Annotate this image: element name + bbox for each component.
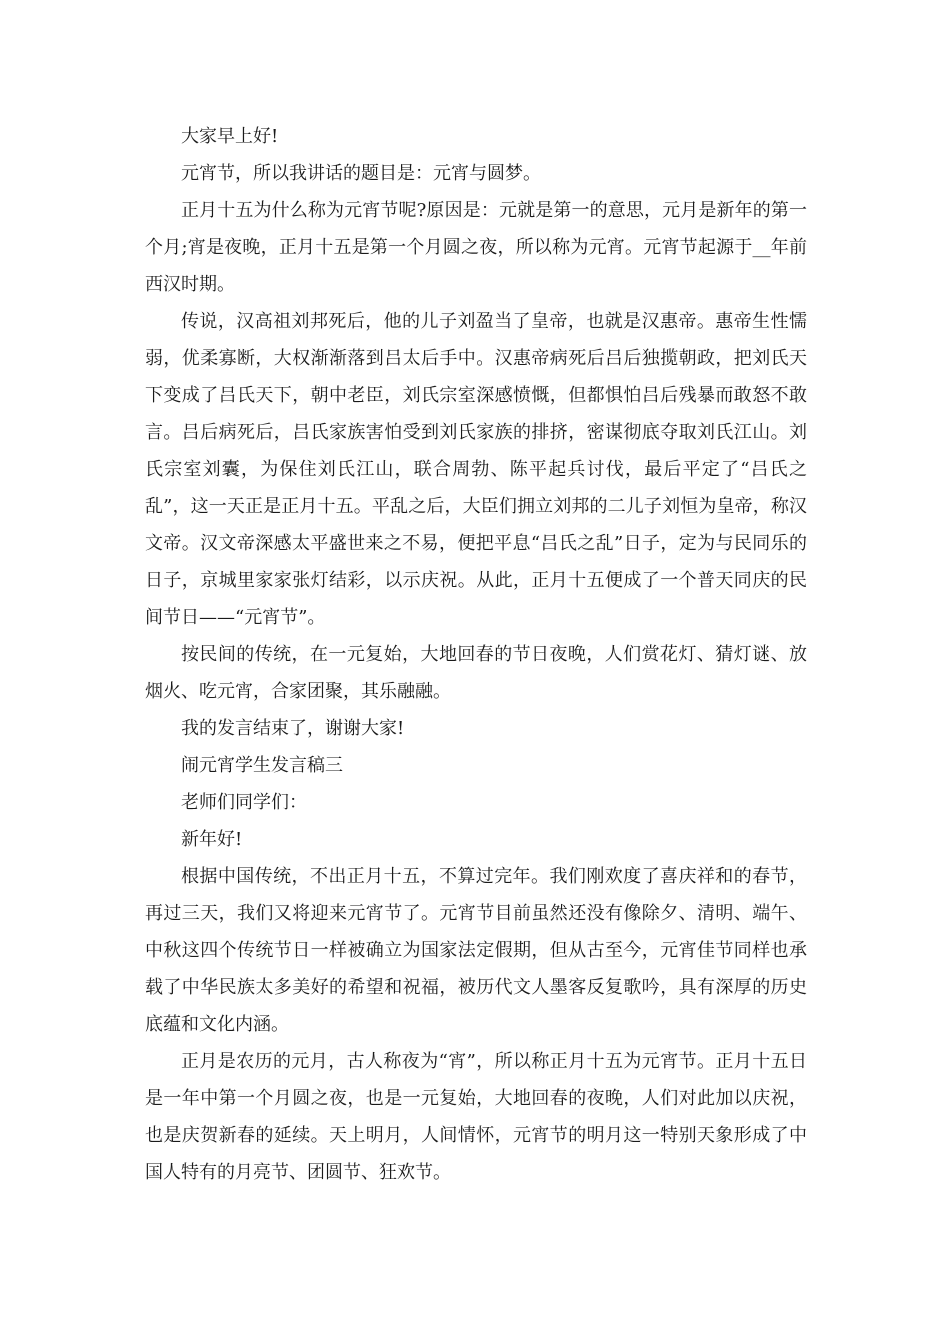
speech-topic: 元宵节，所以我讲话的题目是：元宵与圆梦。	[181, 163, 541, 184]
paragraph-tradition: 按民间的传统，在一元复始，大地回春的节日夜晚，人们赏花灯、猜灯谜、放烟火、吃元宵，合家团聚，其乐融融。	[145, 644, 807, 702]
document-page	[145, 118, 807, 1191]
paragraph-legend: 传说，汉高祖刘邦死后，他的儿子刘盈当了皇帝，也就是汉惠帝。惠帝生性懦弱，优柔寡断，大权渐渐落到吕太后手中。汉惠帝病死后吕后独揽朝政，把刘氏天下变成了吕氏天下，朝中老臣，刘氏宗室深感愤慨，但都惧怕吕后残暴而敢怒不敢言。吕后病死后，吕氏家族害怕受到刘氏家族的排挤，密谋彻底夺取刘氏江山。刘氏宗室刘囊，为保住刘氏江山，联合周勃、陈平起兵讨伐，最后平定了“吕氏之乱”，这一天正是正月十五。平乱之后，大臣们拥立刘邦的二儿子刘恒为皇帝，称汉文帝。汉文帝深感太平盛世来之不易，便把平息“吕氏之乱”日子，定为与民同乐的日子，京城里家家张灯结彩，以示庆祝。从此，正月十五便成了一个普天同庆的民间节日——“元宵节”。	[145, 311, 807, 628]
closing-line: 我的发言结束了，谢谢大家!	[181, 718, 405, 739]
greeting: 大家早上好!	[181, 126, 279, 147]
salutation: 老师们同学们：	[181, 792, 307, 813]
new-year-greeting: 新年好!	[181, 829, 243, 850]
paragraph-custom: 根据中国传统，不出正月十五，不算过完年。我们刚欢度了喜庆祥和的春节，再过三天，我们又将迎来元宵节了。元宵节目前虽然还没有像除夕、清明、端午、中秋这四个传统节日一样被确立为国家法定假期，但从古至今，元宵佳节同样也承载了中华民族太多美好的希望和祝福，被历代文人墨客反复歌吟，具有深厚的历史底蕴和文化内涵。	[145, 866, 807, 1035]
section-title: 闹元宵学生发言稿三	[181, 755, 343, 776]
paragraph-origin: 正月十五为什么称为元宵节呢?原因是：元就是第一的意思，元月是新年的第一个月;宵是夜晚，正月十五是第一个月圆之夜，所以称为元宵。元宵节起源于__年前西汉时期。	[145, 200, 807, 295]
paragraph-meaning: 正月是农历的元月，古人称夜为“宵”，所以称正月十五为元宵节。正月十五日是一年中第一个月圆之夜，也是一元复始，大地回春的夜晚，人们对此加以庆祝，也是庆贺新春的延续。天上明月，人间情怀，元宵节的明月这一特别天象形成了中国人特有的月亮节、团圆节、狂欢节。	[145, 1051, 807, 1183]
